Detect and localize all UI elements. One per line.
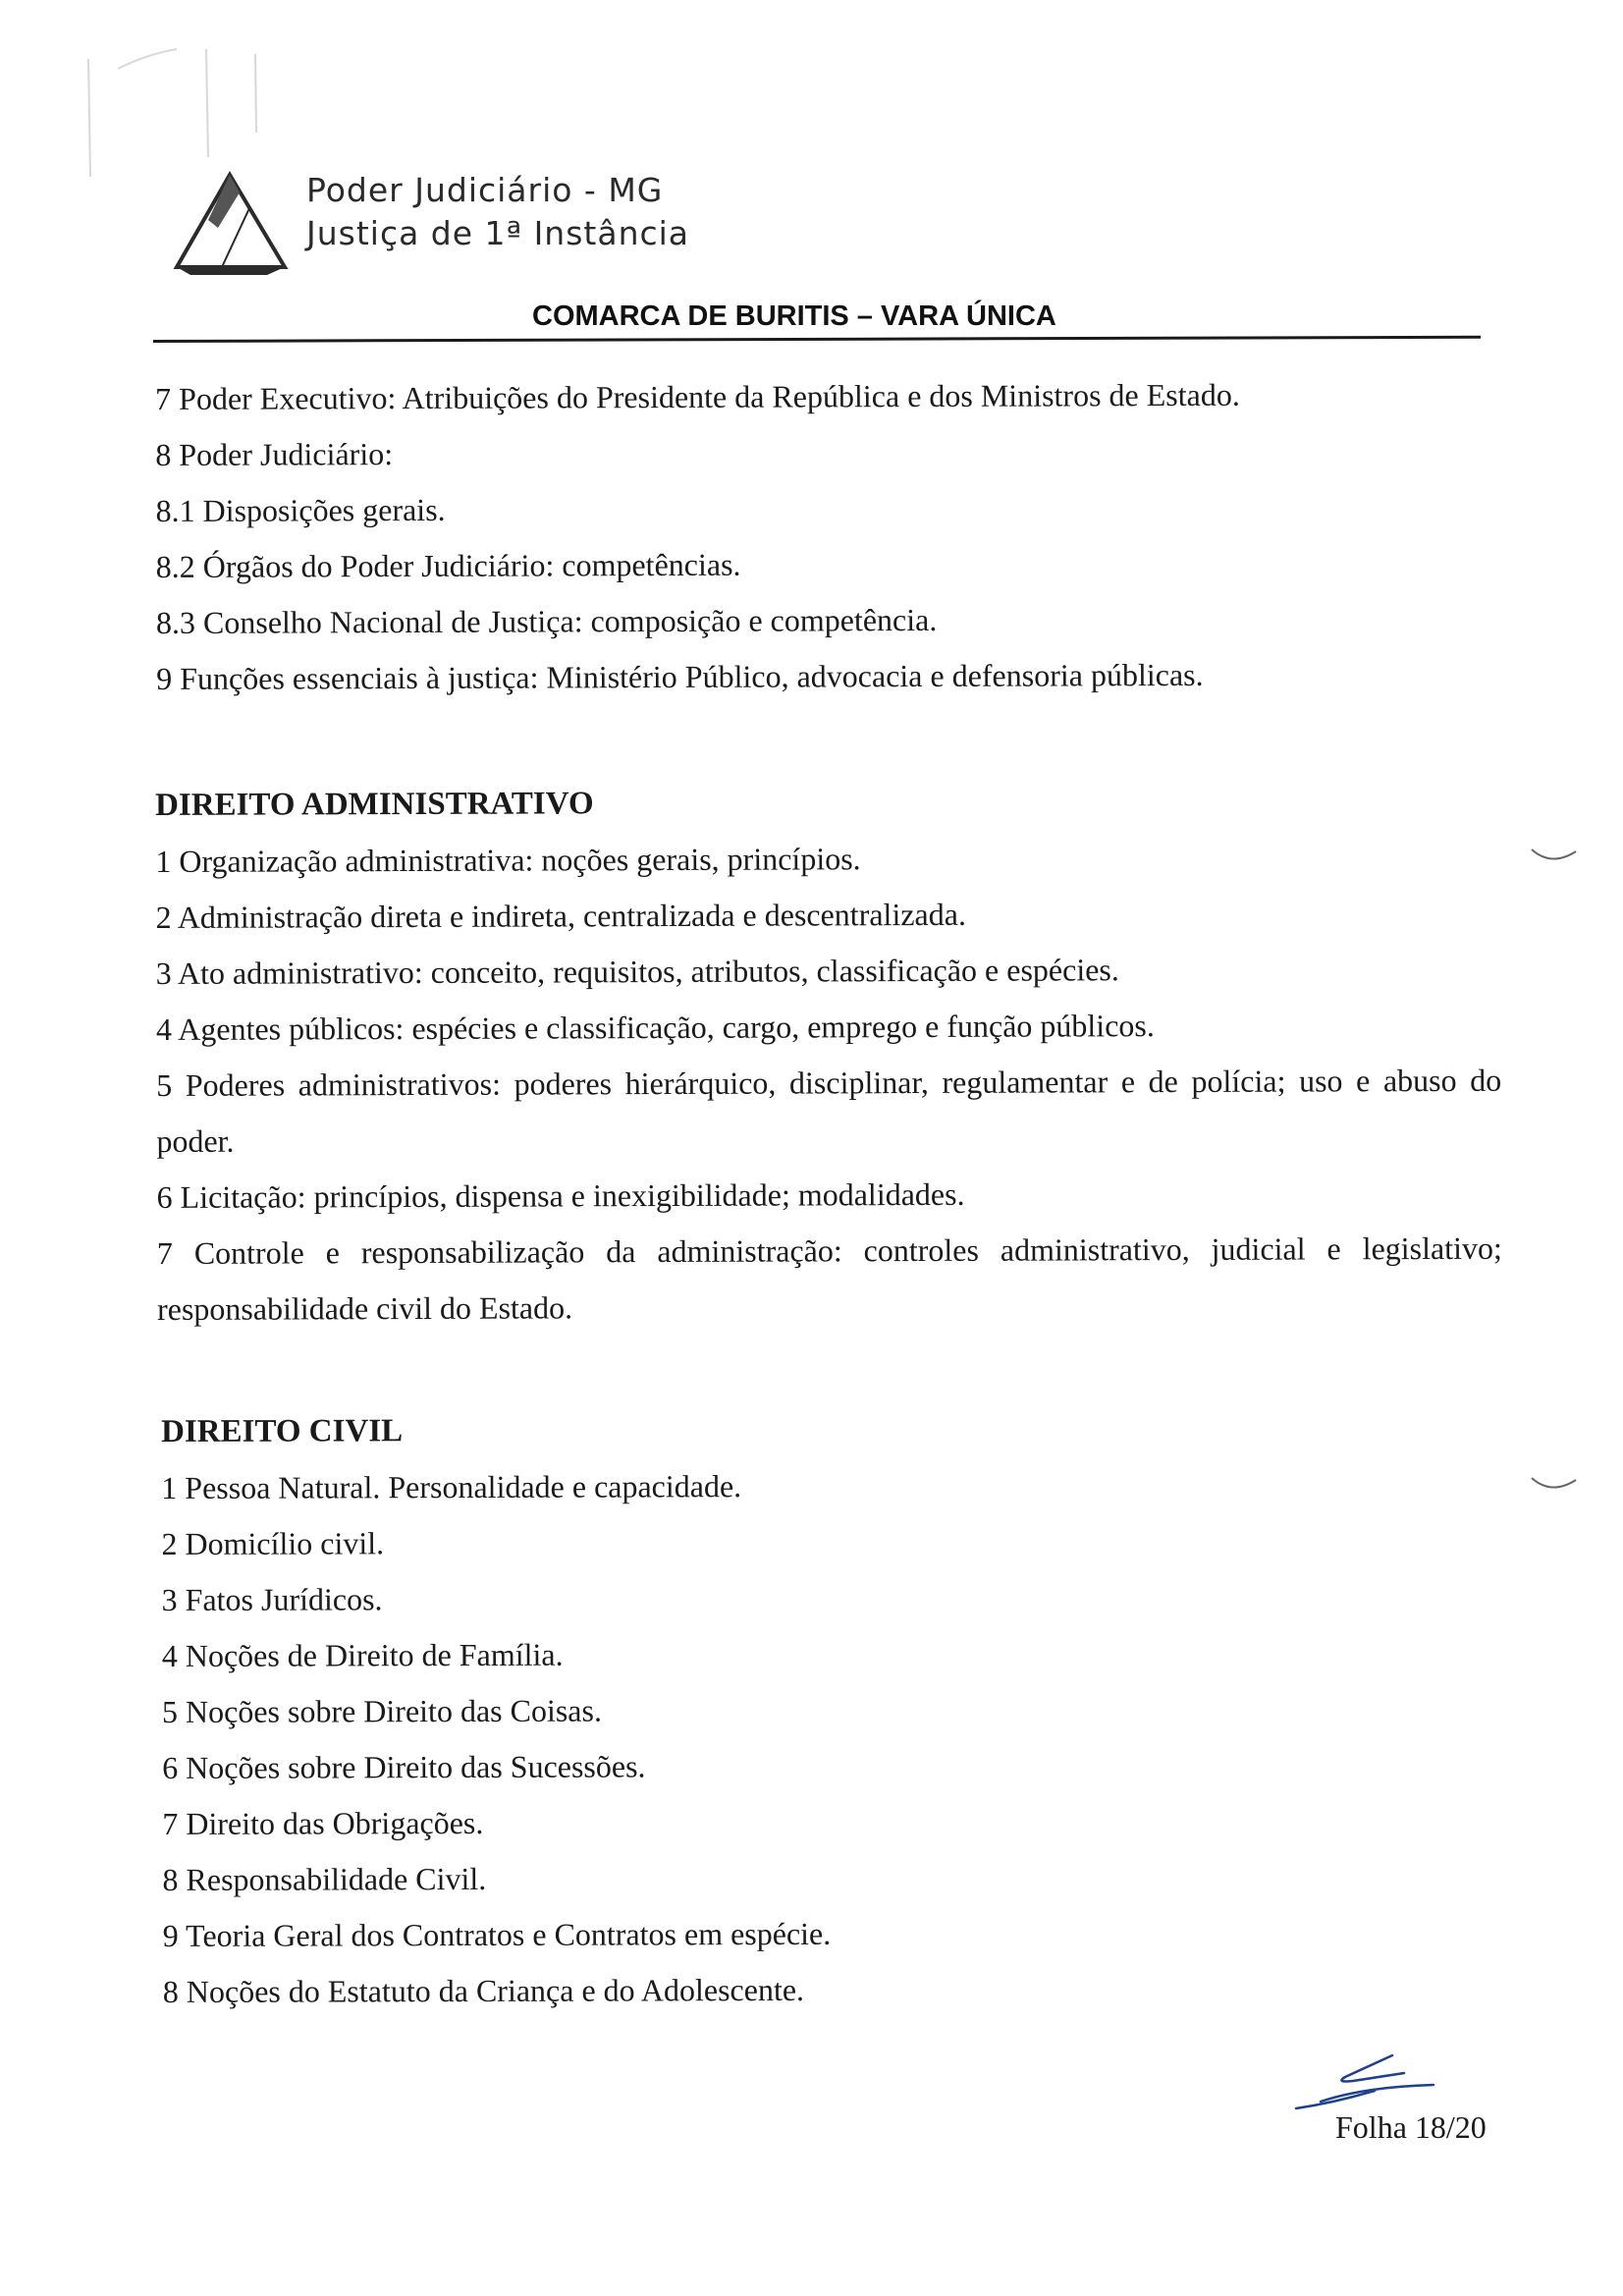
list-item: 5 Noções sobre Direito das Coisas. <box>161 1692 602 1729</box>
list-item: 4 Agentes públicos: espécies e classificação, cargo, emprego e função públicos. <box>155 1008 1155 1047</box>
list-item: 6 Licitação: princípios, dispensa e inexigibilidade; modalidades. <box>156 1175 965 1215</box>
organization-name <box>306 169 689 255</box>
list-item: 6 Noções sobre Direito das Sucessões. <box>162 1748 646 1785</box>
list-item: 8 Poder Judiciário: <box>155 436 394 472</box>
list-item: 3 Ato administrativo: conceito, requisitos, atributos, classificação e espécies. <box>155 952 1119 991</box>
list-item: 1 Pessoa Natural. Personalidade e capacidade. <box>161 1468 742 1505</box>
section-direito-civil <box>161 1400 1508 2020</box>
scan-mark-right-2 <box>1527 1468 1586 1507</box>
section-heading: DIREITO CIVIL <box>161 1413 404 1449</box>
section-direito-administrativo <box>155 773 1502 1338</box>
section-heading: DIREITO ADMINISTRATIVO <box>155 786 594 823</box>
list-item: 8 Responsabilidade Civil. <box>162 1860 487 1897</box>
list-item: 8.2 Órgãos do Poder Judiciário: competências. <box>155 546 741 584</box>
org-line-1: Poder Judiciário - MG <box>306 171 664 209</box>
scan-mark-right-1 <box>1527 840 1586 879</box>
page-number: Folha 18/20 <box>1335 2109 1487 2145</box>
list-item: 2 Domicílio civil. <box>161 1525 385 1561</box>
list-item: 8 Noções do Estatuto da Criança e do Adolescente. <box>162 1971 805 2009</box>
list-item: 2 Administração direta e indireta, centralizada e descentralizada. <box>155 896 966 935</box>
list-item: 5 Poderes administrativos: poderes hierárquico, disciplinar, regulamentar e de polícia; uso e abuso do poder. <box>156 1062 1502 1159</box>
list-item: 7 Controle e responsabilização da administração: controles administrativo, judicial e legislativo; responsabilidade civil do Estado. <box>156 1230 1502 1327</box>
list-item: 8.1 Disposições gerais. <box>155 491 446 528</box>
list-item: 3 Fatos Jurídicos. <box>161 1581 383 1617</box>
list-item: 1 Organização administrativa: noções gerais, princípios. <box>155 841 861 879</box>
comarca-title: COMARCA DE BURITIS – VARA ÚNICA <box>532 301 1056 332</box>
list-item: 9 Teoria Geral dos Contratos e Contratos em espécie. <box>162 1915 832 1953</box>
list-item: 4 Noções de Direito de Família. <box>161 1636 564 1673</box>
judiciary-logo-icon <box>169 169 292 277</box>
header-divider <box>153 336 1481 343</box>
list-item: 7 Poder Executivo: Atribuições do Presidente da República e dos Ministros de Estado. <box>155 376 1240 416</box>
section-direito-constitucional <box>155 366 1501 707</box>
list-item: 9 Funções essenciais à justiça: Ministério Público, advocacia e defensoria públicas. <box>156 656 1204 696</box>
list-item: 8.3 Conselho Nacional de Justiça: composição e competência. <box>155 601 938 640</box>
org-line-2: Justiça de 1ª Instância <box>306 214 690 252</box>
list-item: 7 Direito das Obrigações. <box>162 1804 484 1841</box>
